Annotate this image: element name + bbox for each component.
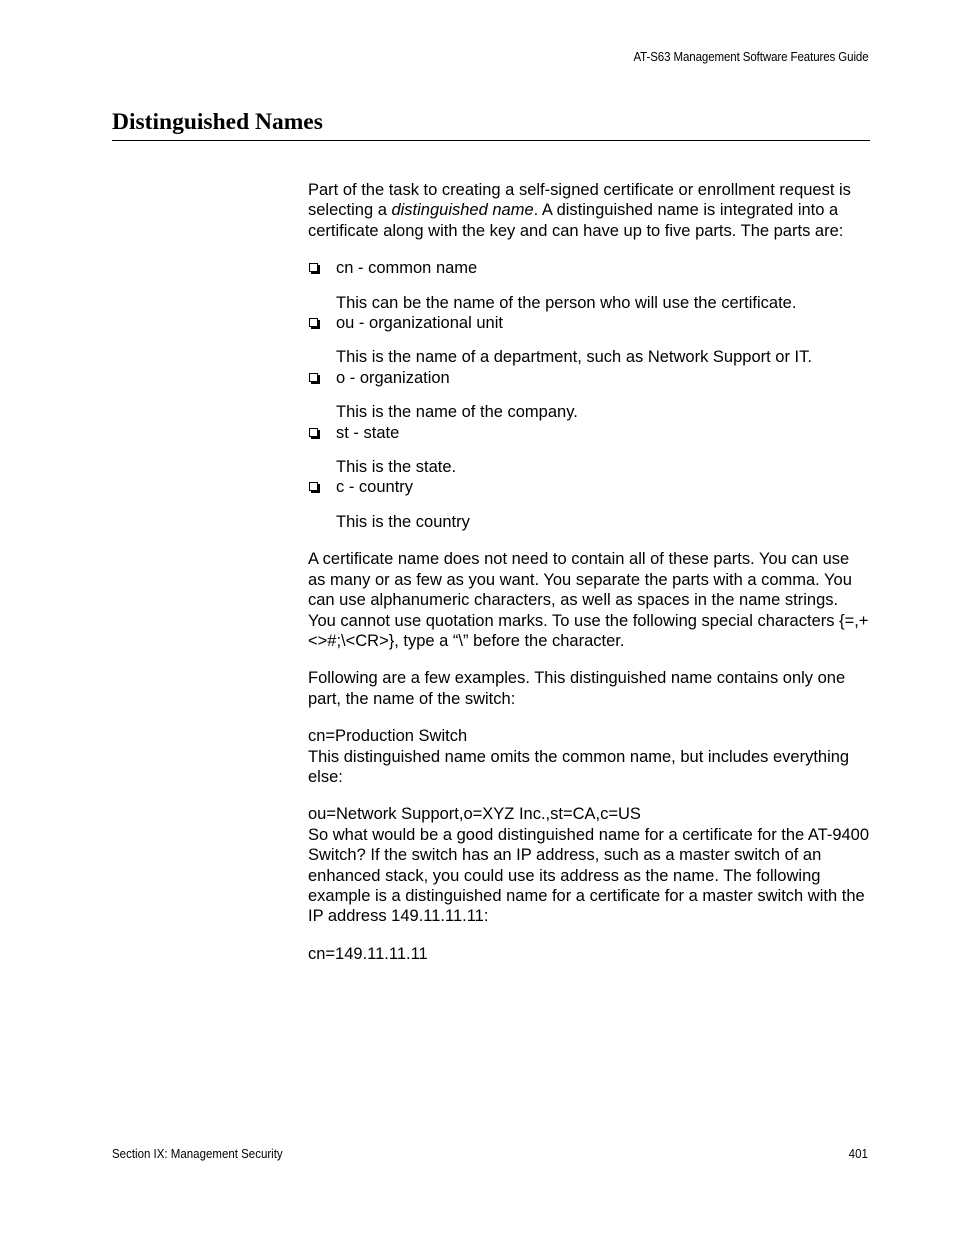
ip-intro-paragraph: So what would be a good distinguished name for a certificate for the AT-9400 Switch? If the switch has an IP address, such as a master switch of an enhanced stack, you could use its address as the name. The following example is a distinguished name for a certificate for a master switch with the IP address 149.11.11.11:: [308, 825, 870, 926]
checkbox-bullet-icon: [309, 482, 318, 491]
part-description: This is the name of the company.: [336, 403, 578, 422]
checkbox-bullet-icon: [309, 373, 318, 382]
part-description: This is the country: [336, 512, 470, 531]
rules-paragraph: A certificate name does not need to contain all of these parts. You can use as many or as few as you want. You separate the parts with a comma. You can use alphanumeric characters, as well as spaces in the name strings. You cannot use quotation marks. To use the following special characters {=,+<>#;\<CR>}, type a “\” before the character.: [308, 550, 869, 650]
intro-text-start: Part of the task to creating a self-signed certificate or enrollment request is selecting a: [308, 181, 851, 220]
part-label: o - organization: [336, 368, 450, 387]
list-item: [308, 258, 870, 278]
part-description: This is the name of a department, such as Network Support or IT.: [336, 348, 812, 367]
part-label: cn - common name: [336, 259, 478, 278]
examples-intro-paragraph: Following are a few examples. This distinguished name contains only one part, the name of the switch:: [308, 669, 846, 708]
page-title: Distinguished Names: [112, 109, 323, 135]
checkbox-bullet-icon: [309, 428, 318, 437]
example-production-switch: cn=Production Switch: [308, 727, 468, 746]
intro-text-end: . A distinguished name is integrated into a certificate along with the key and can have up to five parts. The parts are:: [308, 201, 844, 240]
list-item: [308, 477, 870, 497]
part-label: c - country: [336, 478, 414, 497]
intro-emphasis: distinguished name: [391, 201, 534, 220]
part-description: This is the state.: [336, 458, 457, 477]
running-header: AT-S63 Management Software Features Guide: [633, 50, 869, 64]
title-divider: [112, 140, 870, 141]
list-item: [308, 423, 870, 443]
page-number: 401: [848, 1147, 868, 1161]
footer-section-label: Section IX: Management Security: [112, 1147, 283, 1161]
body-column: [308, 180, 870, 964]
example2-intro-paragraph: This distinguished name omits the common name, but includes everything else:: [308, 747, 850, 786]
checkbox-bullet-icon: [309, 263, 318, 272]
example-ip-address: cn=149.11.11.11: [308, 944, 428, 963]
list-item: [308, 313, 870, 333]
part-description: This can be the name of the person who will use the certificate.: [336, 293, 797, 312]
intro-paragraph: [308, 180, 870, 241]
checkbox-bullet-icon: [309, 318, 318, 327]
part-label: ou - organizational unit: [336, 314, 503, 333]
example-network-support: ou=Network Support,o=XYZ Inc.,st=CA,c=US: [308, 805, 641, 824]
list-item: [308, 368, 870, 388]
part-label: st - state: [336, 423, 400, 442]
